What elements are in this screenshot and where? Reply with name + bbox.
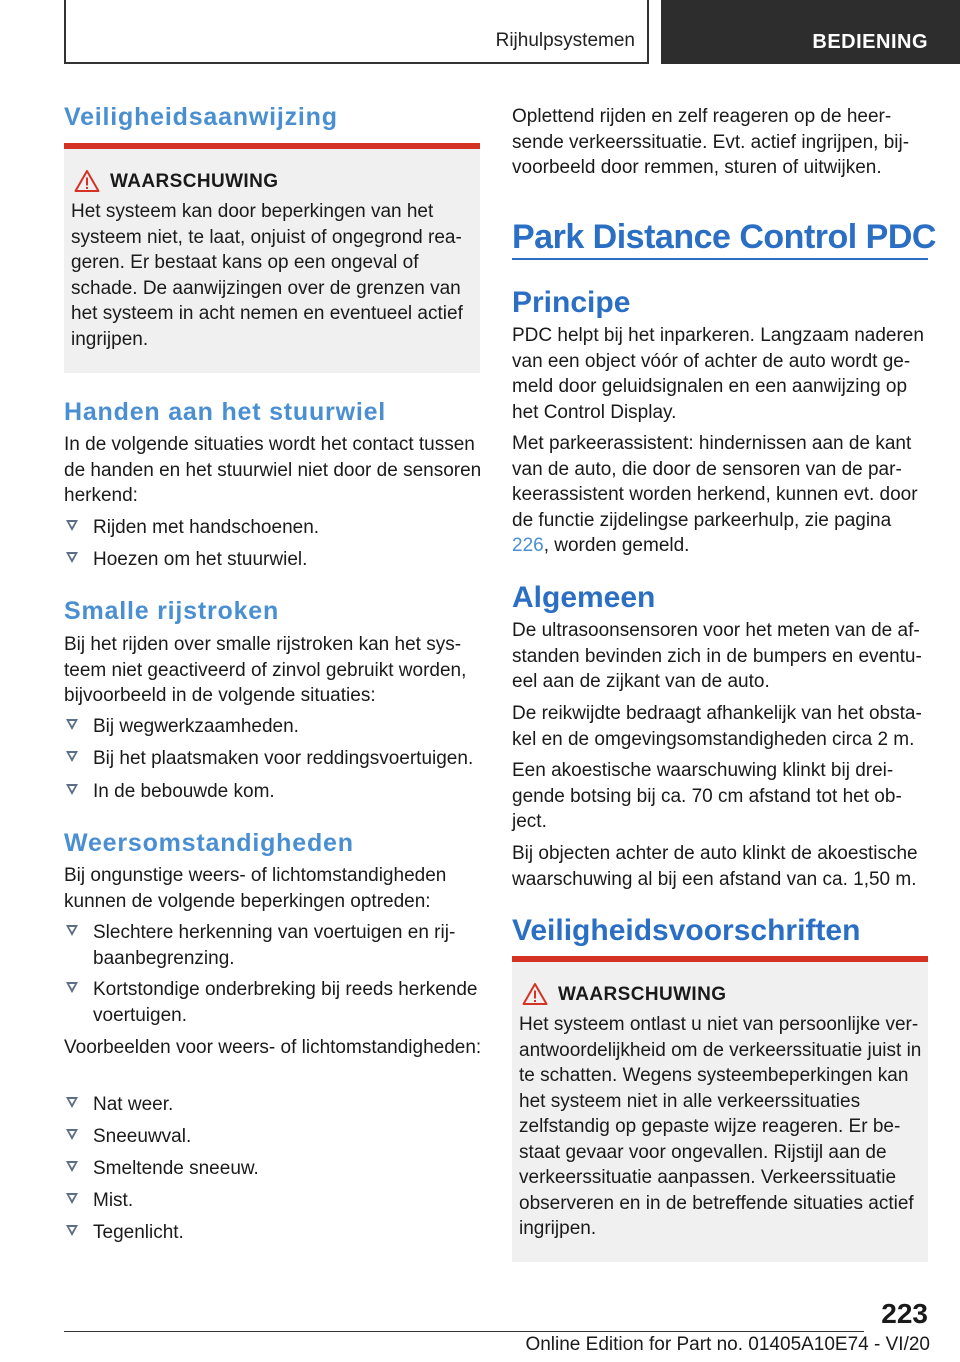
heading-veiligheidsvoorschriften: Veiligheidsvoorschriften [512,914,861,947]
footer-edition: Online Edition for Part no. 01405A10E74 - VI/20 [525,1334,930,1355]
list-item: Sneeuwval. [64,1124,482,1150]
warning-box-1 [64,143,480,373]
paragraph-algemeen-4: Bij objecten achter de auto klinkt de akoestische waarschuwing al bij een afstand van ca. 1,50 m. [512,843,918,890]
paragraph-oplettend: Oplettend rijden en zelf reageren op de heersende verkeerssituatie. Evt. actief ingrijpen, bijvoorbeeld door remmen, sturen of uitwijken. [512,106,910,178]
heading-weersomstandigheden: Weersomstandigheden [64,829,354,857]
paragraph-principe-1: PDC helpt bij het inparkeren. Langzaam naderen van een object vóór of achter de auto wordt gemeld door geluidsignalen en een aanwijzing op het Control Display. [512,325,924,423]
list-item: Bij het plaatsmaken voor reddingsvoertuigen. [64,746,482,772]
heading-handen-aan-het-stuurwiel: Handen aan het stuurwiel [64,398,387,426]
list-item: In de bebouwde kom. [64,779,482,805]
bullet-triangle-icon [66,982,78,993]
paragraph-algemeen-3: Een akoestische waarschuwing klinkt bij dreigende botsing bij ca. 70 cm afstand tot het object. [512,760,902,832]
list-item: Rijden met handschoenen. [64,515,482,541]
header-section-title: Rijhulpsystemen [495,30,635,51]
title-underline [512,258,928,260]
list-item: Tegenlicht. [64,1220,482,1246]
paragraph-algemeen-1: De ultrasoonsensoren voor het meten van de afstanden bevinden zich in de bumpers en eventueel aan de zijkant van de auto. [512,620,922,692]
header-chapter-box [661,0,960,64]
heading-veiligheidsaanwijzing: Veiligheidsaanwijzing [64,103,338,131]
bullet-triangle-icon [66,1161,78,1172]
bullet-triangle-icon [66,751,78,762]
paragraph-algemeen-2: De reikwijdte bedraagt afhankelijk van het obstakel en de omgevingsomstandigheden circa 2 m. [512,703,922,750]
warning-body: Het systeem kan door beperkingen van het systeem niet, te laat, onjuist of ongegrond reageren. Er bestaat kans op een ongeval of schade. De aanwijzingen over de grenzen van het systeem in acht nemen en eventueel actief ingrijpen. [71,201,463,350]
bullet-triangle-icon [66,784,78,795]
heading-smalle-rijstroken: Smalle rijstroken [64,597,280,625]
warning-title: WAARSCHUWING [558,984,727,1005]
heading-algemeen: Algemeen [512,581,656,614]
warning-triangle-icon [74,169,100,193]
warning-body: Het systeem ontlast u niet van persoonlijke verantwoordelijkheid om de verkeerssituatie juist in te schatten. Wegens systeembeperkingen kan het systeem niet in alle verkeerssituaties zelfstandig op gepaste wijze reageren. Er bestaat gevaar voor ongevallen. Rijstijl aan de verkeerssituatie aanpassen. Verkeerssituatie observeren en in de betreffende situaties actief ingrijpen. [519,1014,922,1239]
bullet-triangle-icon [66,719,78,730]
bullet-triangle-icon [66,552,78,563]
list-item: Smeltende sneeuw. [64,1156,482,1182]
list-item: Hoezen om het stuurwiel. [64,547,482,573]
warning-box-2 [512,956,928,1262]
list-item: Mist. [64,1188,482,1214]
footer-divider [64,1331,864,1332]
list-item: Kortstondige onderbreking bij reeds herkende voertuigen. [64,977,482,1028]
paragraph-voorbeelden: Voorbeelden voor weers- of lichtomstandigheden: [64,1037,482,1058]
bullet-triangle-icon [66,1193,78,1204]
bullet-triangle-icon [66,925,78,936]
paragraph-smalle-rijstroken: Bij het rijden over smalle rijstroken kan het systeem niet geactiveerd of zinvol gebruikt worden, bijvoorbeeld in de volgende situaties: [64,634,467,706]
page-number: 223 [881,1298,928,1329]
page-title-pdc: Park Distance Control PDC [512,218,936,256]
warning-triangle-icon [522,982,548,1006]
heading-principe: Principe [512,286,631,319]
bullet-triangle-icon [66,1225,78,1236]
bullet-triangle-icon [66,1097,78,1108]
paragraph-handen: In de volgende situaties wordt het contact tussen de handen en het stuurwiel niet door de sensoren herkend: [64,434,482,506]
bullet-triangle-icon [66,520,78,531]
list-item: Nat weer. [64,1092,482,1118]
warning-title: WAARSCHUWING [110,171,279,192]
header-section-box [64,0,649,64]
paragraph-principe-2: Met parkeerassistent: hindernissen aan de kant van de auto, die door de sensoren van de parkeerassistent worden herkend, kunnen evt. door de functie zijdelingse parkeerhulp, zie pagina 226, worden gemeld. [512,433,918,556]
paragraph-weersomstandigheden: Bij ongunstige weers- of lichtomstandigheden kunnen de volgende beperkingen optreden: [64,865,447,912]
page-link-226[interactable]: 226 [512,535,544,556]
list-item: Slechtere herkenning van voertuigen en rijbaanbegrenzing. [64,920,482,971]
header-chapter-title: BEDIENING [812,31,928,53]
list-item: Bij wegwerkzaamheden. [64,714,482,740]
bullet-triangle-icon [66,1129,78,1140]
